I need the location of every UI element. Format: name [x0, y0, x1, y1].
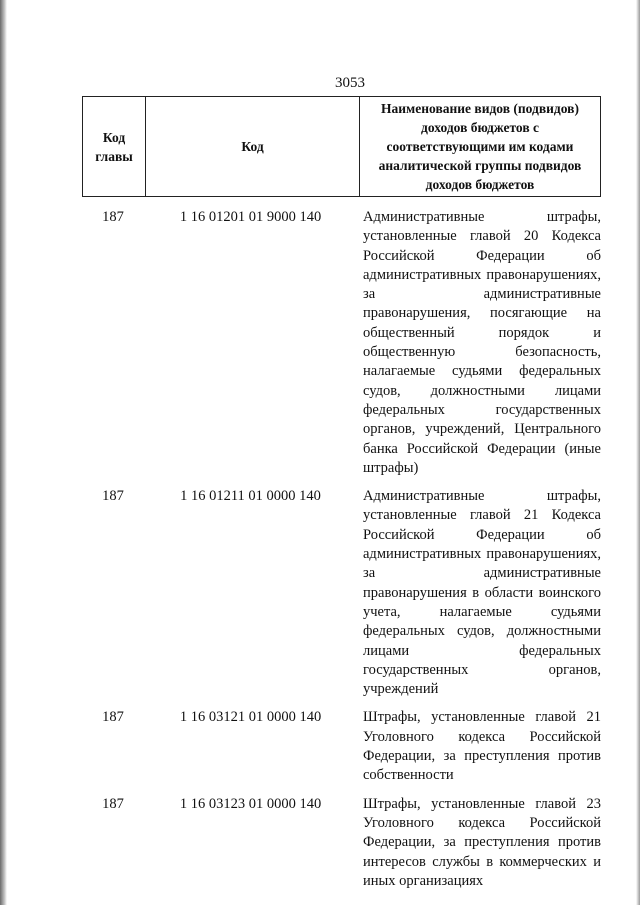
table-row — [82, 487, 601, 699]
header-code — [146, 97, 360, 197]
table-header — [82, 96, 601, 197]
row-code: 1 16 03121 01 0000 140 — [179, 709, 322, 726]
header-code-label: Код — [241, 139, 264, 154]
row-chapter-code: 187 — [102, 488, 124, 505]
row-name: Административные штрафы, установленные главой 20 Кодекса Российской Федерации об административных правонарушениях, за административные правонарушения, посягающие на общественный порядок и общественную безопасность, налагаемые судьями федеральных судов, должностными лицами федеральных государственных органов, учреждений, Центрального банка Российской Федерации (иные штрафы) — [363, 209, 601, 476]
table-row — [82, 708, 601, 785]
header-name-label: Наименование видов (подвидов) доходов бюджетов с соответствующими им кодами аналитической группы подвидов доходов бюджетов — [378, 101, 582, 192]
page-number: 3053 — [335, 75, 365, 91]
table-row — [82, 208, 601, 478]
row-code: 1 16 01211 01 0000 140 — [180, 488, 321, 505]
table-body — [82, 208, 601, 891]
row-code: 1 16 03123 01 0000 140 — [179, 795, 322, 812]
scan-shadow-left — [0, 0, 7, 905]
row-chapter-code: 187 — [102, 709, 124, 726]
row-code: 1 16 01201 01 9000 140 — [179, 209, 322, 225]
header-row — [83, 97, 601, 197]
row-chapter-code: 187 — [102, 795, 124, 812]
row-name: Штрафы, установленные главой 21 Уголовного кодекса Российской Федерации, за преступления против собственности — [363, 709, 601, 784]
row-name: Штрафы, установленные главой 23 Уголовного кодекса Российской Федерации, за преступления против интересов службы в коммерческих и иных организациях — [363, 795, 601, 889]
header-chapter-code-label: Код главы — [95, 129, 133, 164]
table-row — [82, 795, 601, 891]
row-chapter-code: 187 — [102, 209, 124, 225]
header-chapter-code — [83, 97, 146, 197]
scan-shadow-right — [636, 0, 640, 905]
header-name — [360, 97, 601, 197]
row-name: Административные штрафы, установленные главой 21 Кодекса Российской Федерации об административных правонарушениях, за административные правонарушения в области воинского учета, налагаемые судьями федеральных судов, должностными лицами федеральных государственных органов, учреждений — [363, 488, 601, 698]
